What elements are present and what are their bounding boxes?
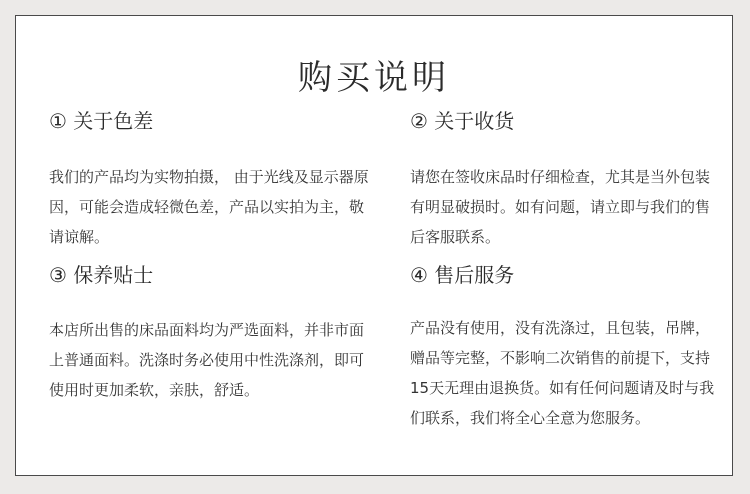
section-color-difference	[49, 108, 369, 246]
section-body: 我们的产品均为实物拍摄， 由于光线及显示器原因，可能会造成轻微色差，产品以实拍为主，敬请谅解。	[49, 168, 369, 246]
section-heading: ② 关于收货	[410, 109, 515, 133]
section-receiving	[410, 108, 720, 246]
section-heading: ③ 保养贴士	[49, 263, 154, 287]
section-heading: ④ 售后服务	[410, 263, 515, 287]
section-body: 本店所出售的床品面料均为严选面料，并非市面上普通面料。洗涤时务必使用中性洗涤剂，即可使用时更加柔软，亲肤，舒适。	[49, 321, 365, 399]
section-body: 产品没有使用，没有洗涤过，且包装，吊牌，赠品等完整，不影响二次销售的前提下，支持15天无理由退换货。如有任何问题请及时与我们联系，我们将全心全意为您服务。	[410, 319, 715, 427]
page-title: 购买说明	[298, 58, 450, 98]
section-care-tips	[49, 262, 369, 399]
purchase-notes-card	[15, 15, 733, 476]
section-body: 请您在签收床品时仔细检查，尤其是当外包装有明显破损时。如有问题，请立即与我们的售后客服联系。	[410, 168, 711, 246]
section-heading: ① 关于色差	[49, 109, 154, 133]
section-after-sales	[410, 262, 720, 427]
